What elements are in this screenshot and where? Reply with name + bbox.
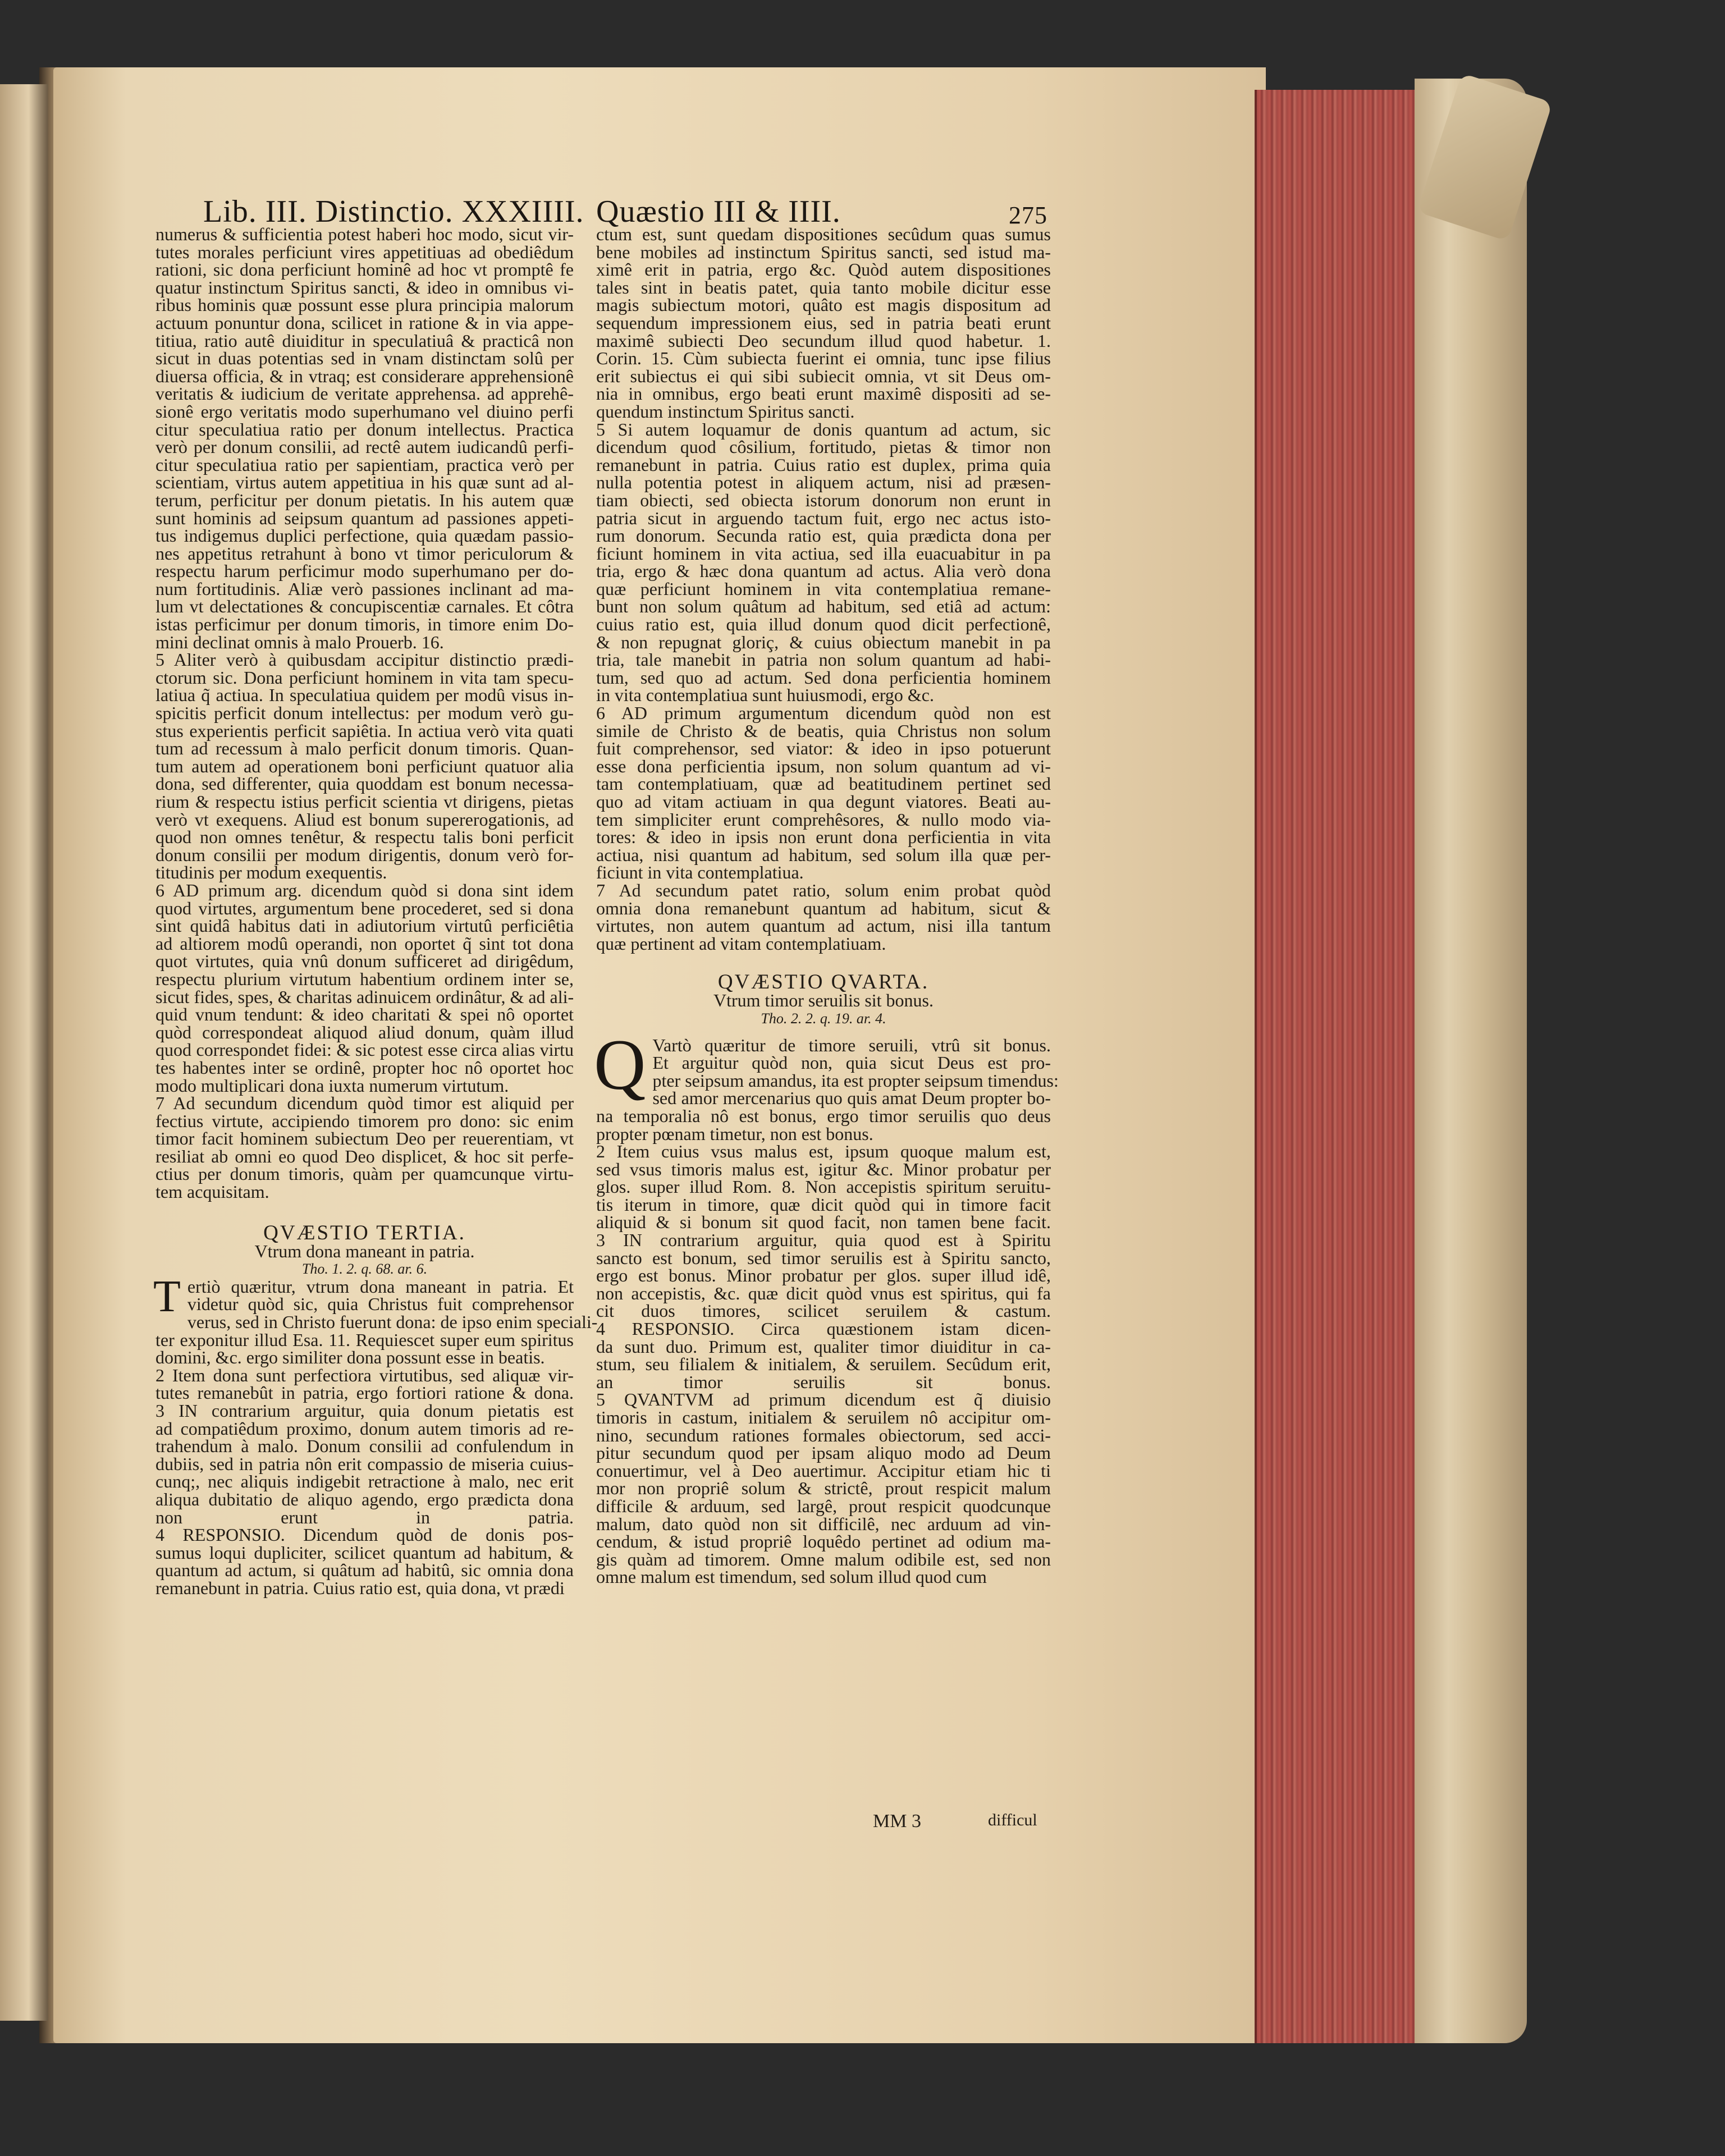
text-line: quòd correspondeat aliquod aliud donum, quàm illud [155,1022,574,1042]
question-opening [594,1024,1059,1144]
text-line: ter exponitur illud Esa. 11. Requiescet super eum spiritus [155,1329,574,1350]
text-line: quæ pertinent ad vitam contemplatiuam. [596,933,886,954]
text-line: rationi, sic dona perficiunt hominê ad hoc vt promptê fe [155,259,574,280]
text-line: fuit comprehensor, sed viator: & ideo in ipso potuerunt [596,738,1051,759]
text-line: patria sicut in arguendo tactum fuit, ergo nec actus isto- [596,507,1051,528]
right-column [594,224,1059,1587]
facing-page-edge [0,84,48,2021]
text-line: ertiò quæritur, vtrum dona maneant in patria. Et [187,1276,574,1297]
paragraph [596,421,1051,705]
text-line: 3 IN contrarium arguitur, quia quod est à Spiritu [596,1230,1051,1251]
text-line: ribus hominis quæ possunt esse plura principia malorum [155,295,574,315]
text-line: verò per donum consilii, ad rectê autem iudicandû perfi- [155,437,574,457]
question-heading: QVÆSTIO QVARTA. [717,971,930,994]
text-line: ergo est bonus. Minor probatur per glos. super illud idê, [596,1265,1051,1286]
paragraph [153,1271,598,1368]
text-line: trahendum à malo. Donum consilii ad confulendum in [155,1436,574,1457]
text-line: donum consilii per modum dirigentis, donum verò for- [155,844,574,865]
text-line: quo ad vitam actiuam in qua degunt viatores. Beati au- [596,791,1051,812]
text-line: pitur secundum quod per ipsam aliquo modo ad Deum [596,1443,1051,1463]
text-line: 5 Aliter verò à quibusdam accipitur distinctio prædi- [155,649,574,670]
text-line: 4 RESPONSIO. Dicendum quòd de donis pos- [155,1525,574,1545]
text-line: mini declinat omnis à malo Prouerb. 16. [155,631,444,652]
paragraph [594,1024,1059,1144]
text-line: omne malum est timendum, sed solum illud quod cum [596,1567,987,1587]
text-line: 2 Item cuius vsus malus est, ipsum quoque malum est, [596,1141,1051,1162]
text-line: fectius virtute, accipiendo timorem pro dono: sic enim [155,1110,574,1131]
text-line: maximê subiecti Deo secundum illud quod habetur. 1. [596,330,1051,351]
text-line: ctius per donum timoris, quàm per quamcunque virtu- [155,1164,574,1184]
paragraph [596,704,1051,882]
text-line: quod virtutes, argumentum bene procederet, sed si dona [155,898,574,918]
text-line: actiua, nisi quantum ad habitum, sed solum illa quæ per- [596,844,1051,865]
text-line: stus experientis perficit sapiêtia. In actiua verò vita quati [155,720,574,741]
text-line: 5 Si autem loquamur de donis quantum ad actum, sic [596,419,1051,440]
text-line: verus, sed in Christo fuerunt dona: de ipso enim speciali- [187,1312,598,1333]
text-line: 4 RESPONSIO. Circa quæstionem istam dicen- [596,1319,1051,1339]
text-line: omnia dona remanebunt quantum ad habitum, sicut & [596,898,1051,918]
paragraph [155,1095,574,1201]
page-number: 275 [1009,202,1047,229]
text-line: Corin. 15. Cùm subiecta fuerint ei omnia, tunc ipse filius [596,348,1051,369]
text-line: respectu plurium virtutum habentium ordinem inter se, [155,968,574,989]
text-line: 6 AD primum argumentum dicendum quòd non est [596,703,1051,724]
text-line: ximê erit in patria, ergo &c. Quòd autem dispositiones [596,259,1051,280]
paragraph [155,651,574,882]
text-line: & non repugnat gloriç, & cuius obiectum manebit in pa [596,631,1051,652]
question-opening [153,1271,598,1368]
question-heading: QVÆSTIO TERTIA. [263,1221,466,1244]
paragraph [596,1143,1051,1586]
red-page-edges [1255,90,1425,2043]
question-reference: Tho. 2. 2. q. 19. ar. 4. [761,1010,886,1027]
text-line: stum, seu filialem & initialem, & seruilem. Secûdum erit, [596,1354,1051,1375]
text-line: sionê ergo veritatis modo superhumano vel diuino perfi [155,401,574,422]
text-line: 2 Item dona sunt perfectiora virtutibus, sed aliquæ vir- [155,1365,574,1385]
text-line: ficiunt hominem in vita actiua, sed illa euacuabitur in pa [596,543,1051,564]
text-line: tum, sed quo ad actum. Sed dona perficientia hominem [596,667,1051,688]
text-line: magis subiectum motori, quâto est magis dispositum ad [596,295,1051,315]
text-line: nes appetitus retrahunt à bono vt timor periculorum & [155,543,574,564]
text-line: mor non propriê solum & strictê, prout respicit malum [596,1478,1051,1499]
text-line: quid vnum tendunt: & ideo charitati & spei nô oportet [155,1004,574,1025]
text-line: nulla potentia potest in aliquem actum, nisi ad præsen- [596,472,1051,493]
text-line: propter pœnam timetur, non est bonus. [596,1123,873,1144]
text-line: sed amor mercenarius quo quis amat Deum propter bo- [652,1088,1051,1109]
text-line: tria, tale manebit in patria non solum quantum ad habi- [596,649,1051,670]
text-line: ad compatiêdum proximo, donum autem timoris ad re- [155,1418,574,1439]
text-line: ficiunt in vita contemplatiua. [596,862,804,883]
text-line: 5 QVANTVM ad primum dicendum est q̃ diuisio [596,1389,1051,1410]
paragraph [155,226,574,651]
drop-cap: Q [594,1024,646,1105]
text-line: malum, dato quòd non sit difficilê, nec arduum ad vin- [596,1513,1051,1534]
text-line: dicendum quod côsilium, fortitudo, pietas & timor non [596,437,1051,457]
text-line: quæ perficiunt hominem in vita contemplatiua remane- [596,578,1051,599]
text-line: tria, ergo & hæc dona quantum ad actus. Alia verò dona [596,561,1051,582]
text-line: quendum instinctum Spiritus sancti. [596,401,855,422]
text-line: esse dona perficientia ipsum, non solum quantum ad vi- [596,756,1051,776]
text-line: verò vt exequens. Aliud est bonum supererogationis, ad [155,809,574,830]
text-line: ctum est, sunt quedam dispositiones secûdum quas sumus [596,224,1051,244]
text-line: gis quàm ad timorem. Omne malum odibile est, sed non [596,1549,1051,1569]
text-line: non accepistis, &c. quæ dicit quòd vnus est spiritus, qui fa [596,1283,1051,1303]
text-line: quod correspondet fidei: & sic potest esse circa alias virtu [155,1040,574,1060]
text-line: sed vsus timoris malus est, igitur &c. Minor probatur per [596,1159,1051,1179]
text-line: tores: & ideo in ipsis non erunt dona perficientia in vita [596,827,1051,848]
text-line: dona, sed differenter, quia quoddam est bonum necessa- [155,773,574,794]
text-line: veritatis & iudicium de veritate apprehensa. ad apprehê- [155,383,574,404]
text-line: Et arguitur quòd non, quia sicut Deus est pro- [652,1052,1051,1073]
catchword: difficul [988,1811,1037,1829]
text-line: tiam obiecti, sed obiecta istorum donorum non erunt in [596,489,1051,510]
signature-mark: MM 3 [873,1811,921,1832]
text-line: pter seipsum amandus, ita est propter seipsum timendus: [652,1070,1059,1091]
spacer [155,1201,574,1224]
text-line: cunq;, nec aliquis indigebit retractione à malo, nec erit [155,1471,574,1492]
text-line: timor facit hominem subiectum Deo per reuerentiam, vt [155,1128,574,1149]
text-line: 3 IN contrarium arguitur, quia donum pietatis est [155,1400,574,1421]
text-line: resiliat ab omni eo quod Deo displicet, & hoc sit perfe- [155,1146,574,1166]
text-line: non erunt in patria. [155,1507,574,1527]
text-line: quantum ad actum, si quâtum ad habitû, sic omnia dona [155,1560,574,1581]
text-line: aliquid & si bonum sit quod facit, non tamen bene facit. [596,1212,1051,1233]
text-line: sancto est bonum, sed timor seruilis est à Spiritu sancto, [596,1247,1051,1268]
text-line: 7 Ad secundum dicendum quòd timor est aliquid per [155,1093,574,1114]
text-line: conuertimur, vel à Deo auertimur. Accipitur etiam hic ti [596,1460,1051,1481]
text-line: nino, secundum rationes formales obiectorum, sed acci- [596,1425,1051,1445]
text-line: na temporalia nô est bonus, ergo timor seruilis quo deus [596,1105,1051,1126]
text-line: actuum ponuntur dona, scilicet in ratione & in via appe- [155,312,574,333]
text-line: difficile & arduum, sed largê, prout respicit quodcunque [596,1495,1051,1516]
text-line: tam contemplatiuam, quæ ad beatitudinem pertinet sed [596,773,1051,794]
left-column [153,224,598,1598]
text-line: 6 AD primum arg. dicendum quòd si dona sint idem [155,880,574,900]
text-line: virtutes, non autem quantum ad actum, nisi illa tantum [596,916,1051,936]
text-line: lum vt delectationes & concupiscentiæ carnales. Et côtra [155,596,574,617]
text-line: sicut in duas potentias sed in vnam distinctam solû per [155,348,574,369]
text-line: num fortitudinis. Aliæ verò passiones inclinant ad ma- [155,578,574,599]
text-line: istas perficimur per donum timoris, in timore enim Do- [155,614,574,635]
text-line: titudinis per modum exequentis. [155,862,387,883]
text-line: ad altiorem modû operandi, non oportet q̃ sint tot dona [155,933,574,954]
text-line: nia in omnibus, ergo beati erunt maximê dispositi ad se- [596,383,1051,404]
text-line: sequendum impressionem eius, sed in patria beati erunt [596,312,1051,333]
question-title: Vtrum timor seruilis sit bonus. [713,990,934,1011]
text-line: cendum, & istud propriê loquêdo pertinet ad odium ma- [596,1531,1051,1552]
text-line: timoris in castum, initialem & seruilem nô accipitur om- [596,1407,1051,1427]
text-line: da sunt duo. Primum est, qualiter timor diuiditur in ca- [596,1336,1051,1357]
text-line: in vita contemplatiua sunt huiusmodi, ergo &c. [596,685,934,706]
text-line: videtur quòd sic, quia Christus fuit comprehensor [187,1294,574,1315]
text-line: cit duos timores, scilicet seruilem & castum. [596,1301,1051,1321]
text-line: respectu harum perficimur modo superhumano per do- [155,561,574,582]
text-line: latiua q̃ actiua. In speculatiua quidem per modû visus in- [155,685,574,706]
text-line: tis iterum in timore, quæ dicit quòd qui in timore facit [596,1194,1051,1215]
text-line: tales sint in beatis patet, quia tanto mobile dicitur esse [596,277,1051,297]
text-line: titiua, ratio autê diuiditur in speculatiuâ & practicâ non [155,330,574,351]
text-line: rum donorum. Secunda ratio est, quia prædicta dona per [596,525,1051,546]
text-line: dubiis, sed in patria nôn erit compassio de miseria cuius- [155,1453,574,1474]
text-line: sicut fides, spes, & charitas adinuicem ordinâtur, & ad ali- [155,986,574,1007]
question-reference: Tho. 1. 2. q. 68. ar. 6. [301,1261,428,1278]
text-line: spicitis perficit donum intellectus: per modum verò gu- [155,703,574,724]
text-line: scientiam, virtus autem appetitiua in his quæ sunt ad al- [155,472,574,493]
text-line: remanebunt in patria. Cuius ratio est duplex, prima quia [596,454,1051,475]
text-line: cuius ratio est, quia illud donum quod dicit perfectionê, [596,614,1051,635]
text-line: tes habentes inter se ordinê, propter hoc nô oportet hoc [155,1057,574,1078]
text-line: tum ad recessum à malo perficit donum timoris. Quan- [155,738,574,759]
text-line: tutes remanebût in patria, ergo fortiori ratione & dona. [155,1383,574,1403]
text-line: quot virtutes, quia vnû donum sufficeret ad dirigêdum, [155,951,574,972]
text-line: simile de Christo & de beatis, quia Christus non solum [596,720,1051,741]
paragraph [155,1367,574,1597]
spacer [596,953,1051,973]
text-line: quatur instinctum Spiritus sancti, & ideo in omnibus vi- [155,277,574,297]
text-line: glos. super illud Rom. 8. Non accepistis spiritum seruitu- [596,1177,1051,1197]
text-line: tem acquisitam. [155,1182,269,1202]
text-line: numerus & sufficientia potest haberi hoc modo, sicut vir- [155,224,574,244]
paragraph [596,226,1051,421]
question-title: Vtrum dona maneant in patria. [254,1240,475,1261]
text-line: bunt non solum quâtum ad habitum, sed etiâ ad actum: [596,596,1051,617]
text-line: ctorum sic. Dona perficiunt hominem in vita tam specu- [155,667,574,688]
text-line: aliqua dubitatio de aliquo agendo, ergo prædicta dona [155,1489,574,1509]
text-line: rium & respectu istius perficit scientia vt dirigens, pietas [155,791,574,812]
vellum-binding [1415,79,1527,2043]
text-line: domini, &c. ergo similiter dona possunt esse in beatis. [155,1347,545,1368]
text-line: bene mobiles ad instinctum Spiritus sancti, sed istud ma- [596,241,1051,262]
drop-cap: T [153,1271,181,1321]
text-line: tutes morales perficiunt vires appetitiuas ad obediêdum [155,241,574,262]
text-line: an timor seruilis sit bonus. [596,1371,1051,1392]
text-line: tus indigemus duplici perfectione, quia quædam passio- [155,525,574,546]
running-head-right: Quæstio III & IIII. [596,194,841,229]
text-line: diuersa officia, & in vtraq; est considerare apprehensionê [155,365,574,386]
text-line: tem simpliciter erunt comprehêsores, & nullo modo via- [596,809,1051,830]
running-head-left: Lib. III. Distinctio. XXXIIII. [203,194,584,229]
text-line: sumus loqui dupliciter, scilicet quantum ad habitum, & [155,1542,574,1563]
text-line: citur speculatiua ratio per donum intellectus. Practica [155,419,574,440]
text-line: 7 Ad secundum patet ratio, solum enim probat quòd [596,880,1051,900]
paragraph [596,882,1051,953]
text-line: quod non omnes tenêtur, & respectu talis boni perficit [155,827,574,848]
text-line: terum, perficitur per donum pietatis. In his autem quæ [155,489,574,510]
text-line: sint quidâ habitus dati in adiutorium virtutû perficiêtia [155,916,574,936]
text-line: modo multiplicari dona iuxta numerum virtutum. [155,1075,509,1096]
text-line: citur speculatiua ratio per sapientiam, practica verò per [155,454,574,475]
text-line: remanebunt in patria. Cuius ratio est, quia dona, vt prædi [155,1577,565,1598]
text-line: tum autem ad operationem boni perficiunt quatuor alia [155,756,574,776]
paragraph [155,882,574,1095]
text-line: sunt hominis ad seipsum quantum ad passiones appeti- [155,507,574,528]
text-line: erit subiectus ei qui sibi subiecit omnia, vt sit Deus om- [596,365,1051,386]
text-line: Vartò quæritur de timore seruili, vtrû sit bonus. [652,1034,1051,1055]
